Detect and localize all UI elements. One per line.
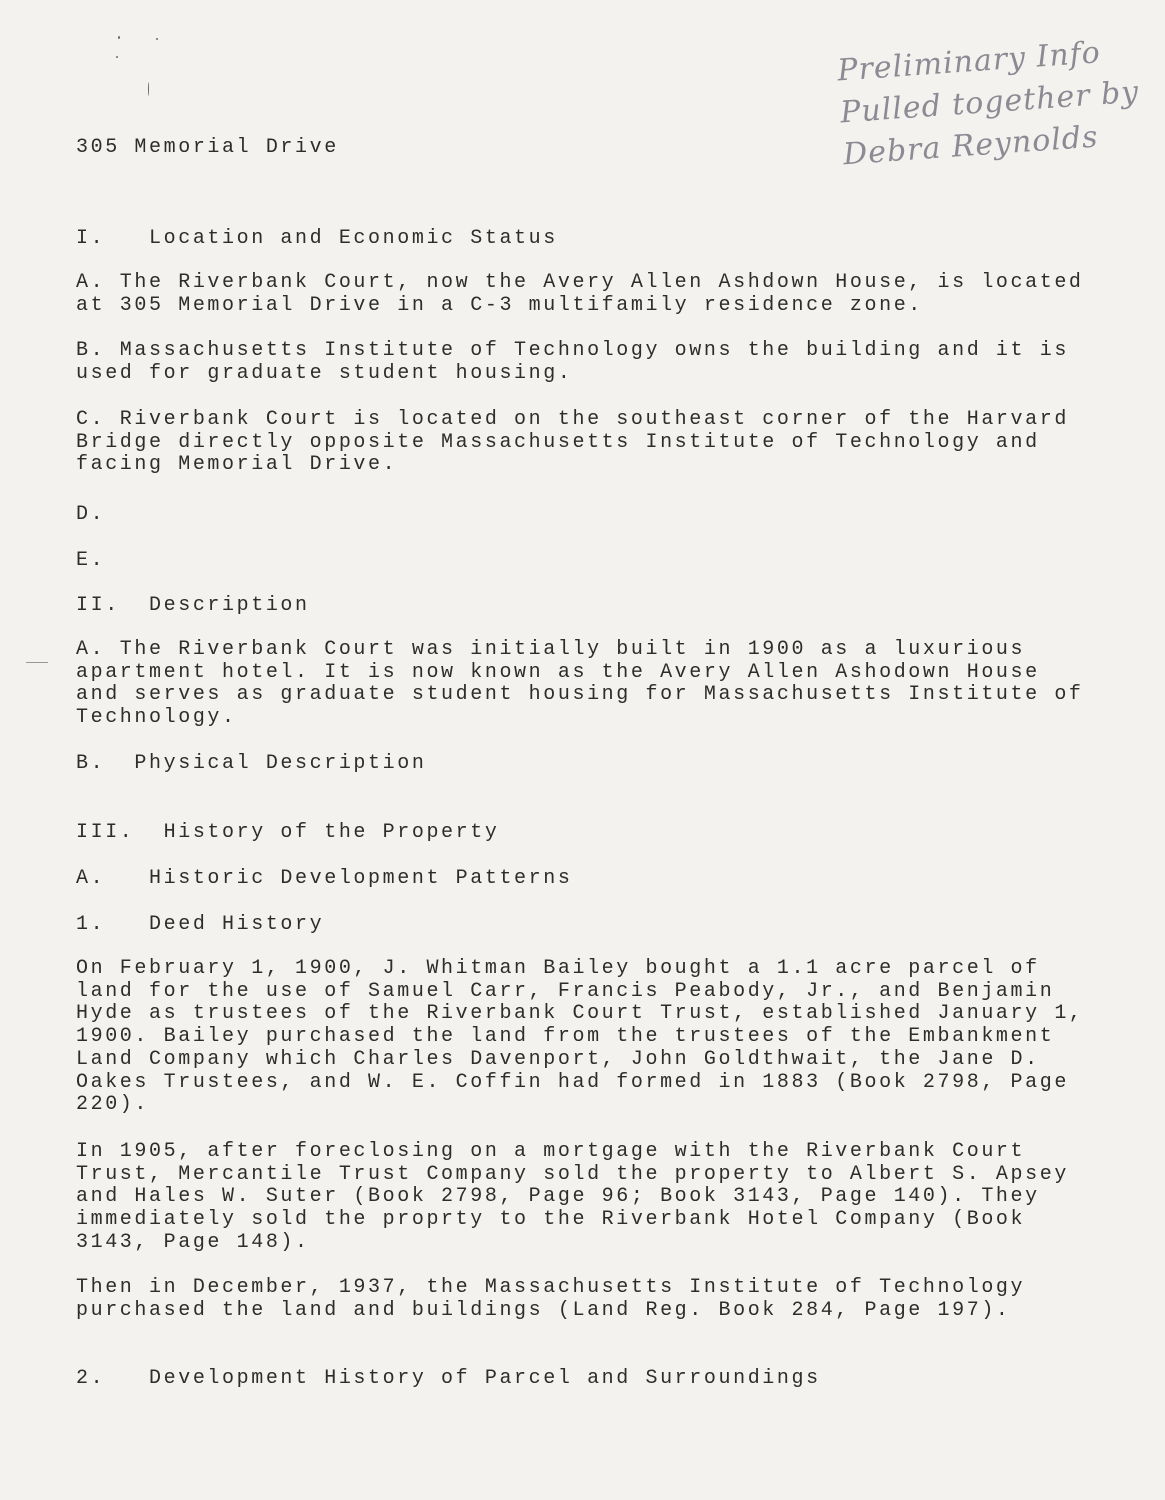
scan-speck bbox=[156, 38, 158, 40]
annotation-line-3: Debra Reynolds bbox=[842, 119, 1100, 173]
section-heading-location: I. Location and Economic Status bbox=[76, 227, 558, 250]
paragraph-deed-1905: In 1905, after foreclosing on a mortgage with the Riverbank Court Trust, Mercantile Trust Company sold the property to Albert S. Apsey and Hales W. Suter (Book 2798, Page 96; Book 3143, Page 140). They immediately sold the proprty to the Riverbank Hotel Company (Book 3143, Page 148). bbox=[76, 1140, 1069, 1254]
scan-speck bbox=[118, 36, 120, 39]
section-heading-description: II. Description bbox=[76, 594, 310, 617]
paragraph-deed-1900: On February 1, 1900, J. Whitman Bailey bought a 1.1 acre parcel of land for the use of Samuel Carr, Francis Peabody, Jr., and Benjamin Hyde as trustees of the Riverbank Court Trust, established January 1, 1900. Bailey purchased the land from the trustees of the Embankment Land Company which Charles Davenport, John Goldthwait, the Jane D. Oakes Trustees, and W. E. Coffin had formed in 1883 (Book 2798, Page 220). bbox=[76, 957, 1084, 1117]
annotation-line-1: Preliminary Info bbox=[836, 35, 1102, 89]
item-location-e: E. bbox=[76, 549, 106, 572]
subheading-physical-description: B. Physical Description bbox=[76, 752, 427, 775]
section-heading-history: III. History of the Property bbox=[76, 821, 500, 844]
handwritten-annotation bbox=[836, 30, 1144, 177]
paragraph-location-c: C. Riverbank Court is located on the southeast corner of the Harvard Bridge directly opposite Massachusetts Institute of Technology and facing Memorial Drive. bbox=[76, 408, 1069, 477]
page-title: 305 Memorial Drive bbox=[76, 136, 339, 159]
subheading-historic-development: A. Historic Development Patterns bbox=[76, 867, 573, 890]
scan-speck bbox=[148, 82, 149, 96]
subheading-deed-history: 1. Deed History bbox=[76, 913, 325, 936]
paragraph-location-b: B. Massachusetts Institute of Technology owns the building and it is used for graduate student housing. bbox=[76, 339, 1069, 385]
paragraph-location-a: A. The Riverbank Court, now the Avery Allen Ashdown House, is located at 305 Memorial Drive in a C-3 multifamily residence zone. bbox=[76, 271, 1084, 317]
annotation-line-2: Pulled together by bbox=[839, 74, 1141, 131]
item-location-d: D. bbox=[76, 503, 106, 526]
subheading-development-history: 2. Development History of Parcel and Surroundings bbox=[76, 1367, 821, 1390]
margin-mark bbox=[26, 662, 48, 663]
scan-speck bbox=[116, 56, 118, 58]
paragraph-description-a: A. The Riverbank Court was initially built in 1900 as a luxurious apartment hotel. It is now known as the Avery Allen Ashodown House and serves as graduate student housing for Massachusetts Institute of Technology. bbox=[76, 638, 1084, 730]
paragraph-deed-1937: Then in December, 1937, the Massachusetts Institute of Technology purchased the land and buildings (Land Reg. Book 284, Page 197). bbox=[76, 1276, 1026, 1322]
